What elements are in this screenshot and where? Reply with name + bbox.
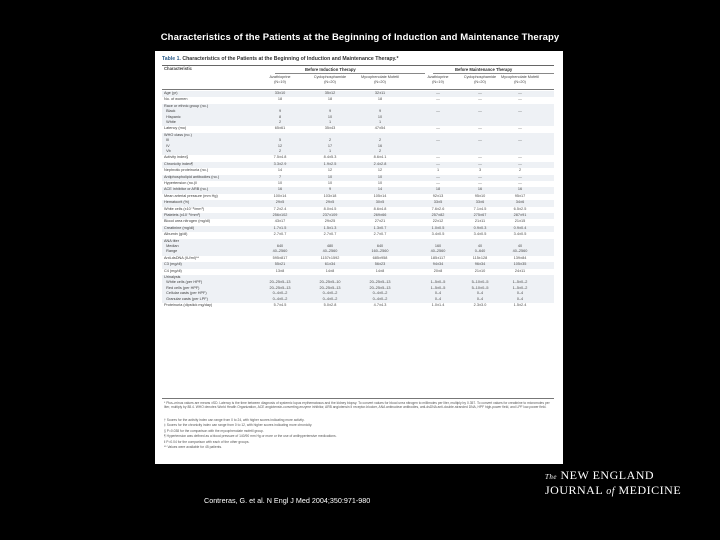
table-cell: 29±25 [324,219,336,224]
table-cell: 14±8 [325,268,335,273]
table-cell: 480 40–2560 [322,244,338,254]
table-cell: 7.6±2.6 [431,206,445,211]
table-bottom-rule [162,398,554,399]
footnote: † Scores for the activity index can range from 0 to 24, with higher scores indicating more activity. [164,418,305,422]
table-cell: — [478,138,482,143]
table-cell: 94±34 [432,262,444,267]
row-label: Age (yr) [164,91,178,95]
table-cell: 18 [327,97,333,102]
table-cell: 2 16 2 [377,138,383,154]
table-cell: — [518,161,522,166]
table-cell: 640 160–2560 [371,244,389,254]
table-cell: 16 [477,187,483,192]
table-cell: 1.3±0.7 [373,225,387,230]
table-cell: 9 [328,187,332,192]
row-label: Proteinuria (dipstick mg/day) [164,303,213,307]
table-cell: 35±43 [324,126,336,131]
nejm-logo-new-england: NEW ENGLAND [560,468,655,482]
column-header-count: (N=19) [274,79,286,84]
table-cell: — [478,174,482,179]
table-cell: 269±66 [373,213,387,217]
column-header-name: Mycophenolate Mofetil [361,75,399,79]
column-header [498,75,542,84]
table-cell: 96±34 [474,262,486,267]
slide-title: Characteristics of the Patients at the Beginning of Induction and Maintenance Therapy [160,32,560,43]
table-cell: — [436,91,440,95]
table-cell: — [436,181,440,185]
table-cell: — [518,174,522,179]
row-label: White cells (x10⁻³/mm³) [164,206,204,211]
column-header-count: (N=20) [374,79,386,84]
table-cell: 30±5 [375,200,385,205]
nejm-logo-line2 [545,483,681,498]
group-rule-maintenance [433,73,554,74]
table-cell: 3.4±0.5 [473,232,487,237]
table-cell: 40 0–640 [474,244,486,254]
table-cell: 10 [377,181,383,185]
table-cell: — [518,91,522,95]
table-cell: 13±8 [275,268,285,273]
table-cell: 237±109 [322,213,338,217]
row-label: Latency (mo) [164,126,187,131]
nejm-logo-medicine: MEDICINE [618,483,682,497]
table-cell: 100±14 [273,193,287,198]
table-cell: 3.4±0.5 [431,232,445,237]
table-cell: 12 [377,168,383,173]
footnote: * Plus–minus values are means ±SD. Latency is the time between diagnosis of systemic lupus erythematosus and the kidney biopsy. To convert values for blood urea nitrogen to millimoles per liter, multiply by 0.357. To convert values for creatinine to micromoles per liter, multiply by 88.4. WHO denotes World Health Organization, ACE angiotensin-converting-enzyme inhibitor, ARB angiotensin II receptor-blocker, ANA antinuclear antibodies, anti-dsDNA anti-double-stranded DNA, HPF high-power field, and LPF low-power field. [164,401,550,410]
table-cell: 4.7±4.3 [373,303,387,307]
table-cell: 22±12 [432,219,444,224]
table-top-rule [162,65,554,66]
table-cell: — [478,181,482,185]
table-cell: — [436,126,440,131]
table-image [155,51,563,464]
footnote: ‡ Scores for the chronicity index can range from 0 to 12, with higher scores indicating more chronicity. [164,423,313,428]
table-cell: 3.3±2.9 [273,161,287,166]
column-header [416,75,460,84]
table-cell: 29±5 [325,200,335,205]
table-title [162,56,557,62]
group-header-maintenance: Before Maintenance Therapy [455,67,513,72]
table-cell: 115±128 [472,255,488,260]
nejm-logo-of: of [606,486,616,497]
table-cell: 185±117 [430,255,446,260]
table-cell: 10 [327,174,333,179]
table-cell: 105±14 [373,193,387,198]
table-cell: 20–25±5–13 20–25±5–13 0–4±0–2 0–4±0–2 [369,280,391,301]
citation: Contreras, G. et al. N Engl J Med 2004;350:971-980 [204,496,371,505]
table-cell: 10 [277,181,283,185]
table-cell: — [518,181,522,185]
table-cell: 16 [517,187,523,192]
group-header-induction: Before Induction Therapy [305,67,356,72]
table-cell: 0.9±0.4 [513,225,527,230]
table-cell: 640 40–2560 [272,244,288,254]
table-cell: 20±8 [433,268,443,273]
table-cell: — [436,174,440,179]
table-cell: 18 [277,97,283,102]
table-cell: 1 [436,168,440,173]
table-cell: 1.5±1.3 [323,225,337,230]
table-cell: 20–25±5–13 20–25±5–13 0–4±0–2 0–4±0–2 [269,280,291,301]
table-cell: — [518,155,522,160]
table-cell: — [436,161,440,166]
table-cell: 1157±1592 [320,255,340,260]
table-cell: — [478,155,482,160]
row-label: WHO class (no.) III IV Vb [164,132,192,154]
characteristic-header: Characteristic [164,66,192,71]
table-cell: — [436,155,440,160]
table-cell: 21±15 [514,219,526,224]
column-header-count: (N=20) [514,79,526,84]
row-label: Creatinine (mg/dl) [164,225,195,230]
table-cell: 95±10 [474,193,486,198]
footnote: ** Values were available for 45 patients. [164,445,223,449]
table-cell: 33±6 [475,200,485,205]
table-cell: 1–5±0–2 1–5±0–2 0–4 0–4 [512,280,528,301]
table-cell: 8.4±5.3 [323,155,337,160]
nejm-logo-the: The [545,473,557,481]
table-cell: 139±84 [513,255,527,260]
table-cell: — [478,109,482,114]
table-cell: — [478,91,482,95]
table-cell: 7.2±2.4 [273,206,287,211]
row-label: Anti-dsDNA (IU/ml)** [164,255,200,260]
table-cell: 2.7±0.7 [323,232,337,237]
row-label: Hypertension (no.)‖ [164,181,197,185]
table-cell: 9 8 2 [278,109,282,125]
table-cell: 1.0±1.4 [431,303,445,307]
row-label: Blood urea nitrogen (mg/dl) [164,219,211,224]
table-cell: 20–25±5–10 20–25±5–13 0–4±0–2 0–4±0–2 [319,280,341,301]
table-cell: 14 [277,168,283,173]
table-cell: 7.1±4.5 [473,206,487,211]
table-cell: 10 [327,181,333,185]
table-cell: 35±12 [324,91,336,95]
row-label: C3 (mg/dl) [164,262,182,267]
row-label: Mean arterial pressure (mm Hg) [164,193,218,198]
row-label: Nephrotic proteinuria (no.) [164,168,209,173]
table-cell: 0.9±0.3 [473,225,487,230]
table-cell: 12 [327,168,333,173]
table-cell: 16 [277,187,283,192]
footnote: § P=0.038 for the comparison with the mycophenolate mofetil group. [164,428,264,433]
column-header [258,75,302,84]
table-cell: — [518,126,522,131]
table-cell: 685±958 [372,255,388,260]
table-cell: 5.7±4.5 [273,303,287,307]
table-cell: 14±8 [375,268,385,273]
nejm-logo-line1 [545,468,681,483]
column-header-count: (N=19) [432,79,444,84]
table-cell: 160 40–2560 [430,244,446,254]
row-label: Platelets (x10⁻³/mm³) [164,213,201,217]
table-cell: — [436,97,440,102]
table-cell: 1.9±2.5 [323,161,337,166]
table-cell: 9 10 1 [377,109,383,125]
table-cell: 7.5±4.8 [273,155,287,160]
table-cell: — [518,109,522,114]
table-cell: 2.7±0.7 [373,232,387,237]
table-cell: 2 [518,168,522,173]
table-cell: 55±21 [274,262,286,267]
table-cell: 21±10 [474,268,486,273]
table-cell: 47±54 [374,126,386,131]
column-header-name: Cyclophosphamide [313,75,347,79]
column-header-count: (N=20) [324,79,336,84]
table-cell: 8.6±4.8 [373,206,387,211]
row-label: Race or ethnic group (no.) Black Hispanic White [164,103,209,125]
table-cell: 3.4±0.5 [513,232,527,237]
table-cell: 5–10±0–5 5–10±0–5 0–4 0–4 [471,280,489,301]
table-cell: 10 [377,174,383,179]
table-cell: 95±17 [514,193,526,198]
table-cell: 5.0±2.8 [323,303,337,307]
table-cell: 8.6±4.1 [373,155,387,160]
group-rule-induction [275,73,425,74]
table-cell: 287±91 [513,213,527,217]
table-cell: — [478,126,482,131]
row-label: Urinalysis White cells (per HPF) Red cells (per HPF) Cellular casts (per HPF) Granular casts (per LPF) [164,275,208,301]
table-cell: 29±5 [275,200,285,205]
column-header [308,75,352,84]
table-cell: 2.3±3.0 [473,303,487,307]
table-cell: 103±18 [323,193,337,198]
row-label: No. of women [164,97,188,102]
table-cell: 92±13 [432,193,444,198]
footnote: ‖ P=0.04 for the comparison with each of the other groups. [164,439,250,444]
footnote: ¶ Hypertension was defined as a blood pressure of 140/90 mm Hg or more or the use of antihypertensive medications. [164,434,337,439]
table-cell: 56±23 [374,262,386,267]
table-cell: 34±6 [515,200,525,205]
table-cell: 1.5±2.4 [513,303,527,307]
table-cell: 2 17 1 [327,138,333,154]
row-label: Antiphospholipid antibodies (no.) [164,174,220,179]
table-cell: 27±21 [374,219,386,224]
table-cell: 256±102 [272,213,288,217]
table-caption: Characteristics of the Patients at the Beginning of Induction and Maintenance Therapy.* [182,56,399,62]
table-cell: 8.0±4.5 [323,206,337,211]
row-label: Activity index§ [164,155,189,160]
table-cell: 5 12 2 [277,138,283,154]
column-header-count: (N=20) [474,79,486,84]
table-cell: 43±17 [274,219,286,224]
header-rule [162,89,554,90]
row-label: Albumin (g/dl) [164,232,188,237]
table-cell: — [518,97,522,102]
table-cell: — [436,138,440,143]
column-header-name: Azathioprine [269,75,291,79]
column-header-name: Azathioprine [427,75,449,79]
table-cell: 33±5 [433,200,443,205]
column-header-name: Cyclophosphamide [463,75,497,79]
table-cell: 1.7±1.5 [273,225,287,230]
column-header-name: Mycophenolate Mofetil [501,75,539,79]
row-label: ANA titer Median Range [164,238,179,254]
table-cell: 105±35 [513,262,527,267]
row-label: ACE inhibitor or ARB (no.) [164,187,209,192]
table-cell: 18 [377,97,383,102]
column-header [458,75,502,84]
table-cell: 275±67 [473,213,487,217]
table-cell: 2.7±0.7 [273,232,287,237]
table-cell: 7 [278,174,282,179]
row-label: Hematocrit (%) [164,200,190,205]
table-cell: 14 [377,187,383,192]
table-cell: 40 40–2560 [512,244,528,254]
table-cell: 18 [435,187,441,192]
table-cell: 33±10 [274,91,286,95]
table-cell: 595±817 [272,255,288,260]
table-cell: 1.0±0.5 [431,225,445,230]
table-cell: 2.4±2.8 [373,161,387,166]
table-cell: — [518,138,522,143]
table-cell: 21±11 [474,219,486,224]
table-cell: — [436,109,440,114]
table-cell: 257±82 [431,213,445,217]
row-label: C4 (mg/dl) [164,268,182,273]
table-label: Table 1. [162,56,181,62]
nejm-logo [545,468,681,498]
table-cell: 24±11 [514,268,526,273]
table-cell: 6.5±2.5 [513,206,527,211]
nejm-logo-journal: JOURNAL [545,483,603,497]
table-cell: 3 [478,168,482,173]
table-cell: 61±34 [324,262,336,267]
table-cell: 1–5±0–5 1–5±0–5 0–4 0–4 [430,280,446,301]
table-cell: — [478,161,482,166]
table-cell: 32±11 [374,91,386,95]
table-cell: — [478,97,482,102]
table-cell: 65±61 [274,126,286,131]
column-header [358,75,402,84]
row-label: Chronicity index¶ [164,161,194,166]
table-cell: 9 10 1 [327,109,333,125]
